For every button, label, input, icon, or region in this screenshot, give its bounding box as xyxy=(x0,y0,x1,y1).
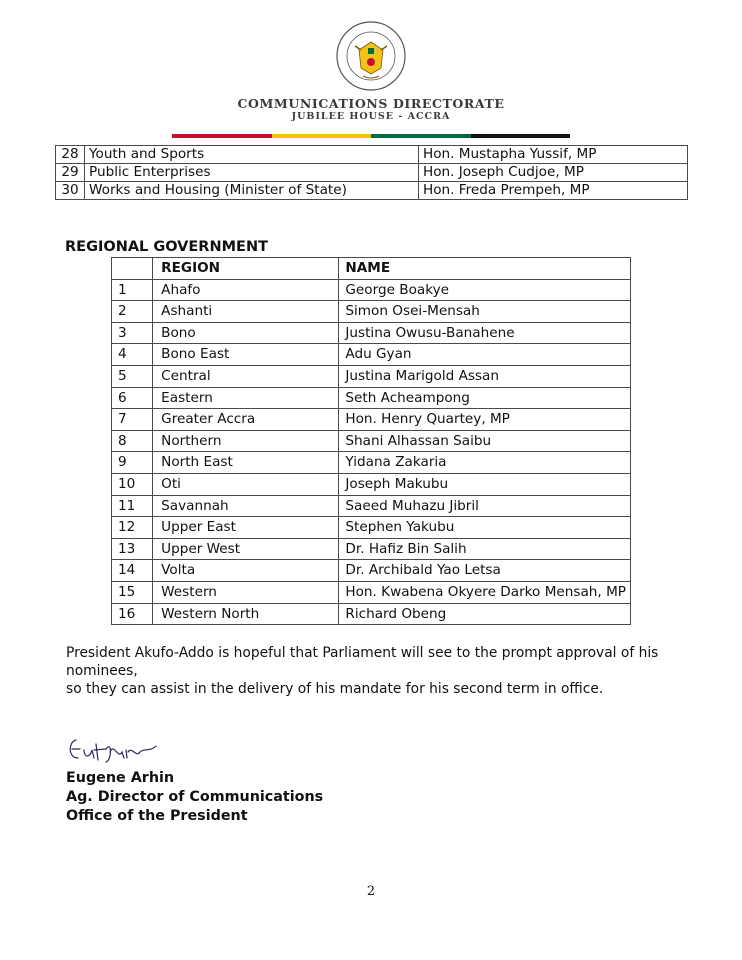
region-cell: Savannah xyxy=(153,495,339,517)
stripe-black xyxy=(471,134,571,138)
stripe-red xyxy=(172,134,272,138)
header-region: REGION xyxy=(153,258,339,280)
ministry-cell: Public Enterprises xyxy=(85,164,419,182)
row-number: 28 xyxy=(56,146,85,164)
row-number: 10 xyxy=(112,473,153,495)
name-cell: Shani Alhassan Saibu xyxy=(339,430,631,452)
table-row xyxy=(112,430,631,452)
name-cell: Seth Acheampong xyxy=(339,387,631,409)
table-row xyxy=(56,182,688,200)
ministry-cell: Youth and Sports xyxy=(85,146,419,164)
closing-line: President Akufo-Addo is hopeful that Parliament will see to the prompt approval of his nominees, xyxy=(66,645,659,679)
region-cell: Western xyxy=(153,581,339,603)
header-name: NAME xyxy=(339,258,631,280)
table-row xyxy=(112,387,631,409)
table-row xyxy=(112,344,631,366)
row-number: 8 xyxy=(112,430,153,452)
minister-name-cell: Hon. Joseph Cudjoe, MP xyxy=(419,164,688,182)
name-cell: Dr. Hafiz Bin Salih xyxy=(339,538,631,560)
name-cell: Simon Osei-Mensah xyxy=(339,301,631,323)
table-row xyxy=(112,409,631,431)
table-row xyxy=(112,473,631,495)
name-cell: Yidana Zakaria xyxy=(339,452,631,474)
stripe-gold xyxy=(272,134,372,138)
region-cell: Greater Accra xyxy=(153,409,339,431)
table-row xyxy=(112,452,631,474)
page-number: 2 xyxy=(366,884,376,899)
minister-name-cell: Hon. Mustapha Yussif, MP xyxy=(419,146,688,164)
section-title: REGIONAL GOVERNMENT xyxy=(65,239,268,255)
row-number: 9 xyxy=(112,452,153,474)
table-row xyxy=(112,365,631,387)
region-cell: Upper West xyxy=(153,538,339,560)
presidential-seal-icon xyxy=(335,20,407,92)
region-cell: Ahafo xyxy=(153,279,339,301)
region-cell: Ashanti xyxy=(153,301,339,323)
row-number: 3 xyxy=(112,322,153,344)
ministers-table xyxy=(55,145,688,200)
table-row xyxy=(112,301,631,323)
closing-paragraph xyxy=(66,644,686,698)
name-cell: Dr. Archibald Yao Letsa xyxy=(339,560,631,582)
signature-icon xyxy=(66,730,161,770)
name-cell: Hon. Henry Quartey, MP xyxy=(339,409,631,431)
region-cell: Upper East xyxy=(153,517,339,539)
table-row xyxy=(112,322,631,344)
name-cell: Hon. Kwabena Okyere Darko Mensah, MP xyxy=(339,581,631,603)
name-cell: Richard Obeng xyxy=(339,603,631,625)
row-number: 6 xyxy=(112,387,153,409)
name-cell: Justina Owusu-Banahene xyxy=(339,322,631,344)
signer-block xyxy=(66,769,323,826)
region-cell: Volta xyxy=(153,560,339,582)
directorate-title: COMMUNICATIONS DIRECTORATE xyxy=(237,96,505,111)
name-cell: Justina Marigold Assan xyxy=(339,365,631,387)
ministry-cell: Works and Housing (Minister of State) xyxy=(85,182,419,200)
row-number: 4 xyxy=(112,344,153,366)
directorate-address: JUBILEE HOUSE - ACCRA xyxy=(291,111,451,122)
region-cell: Bono East xyxy=(153,344,339,366)
table-row xyxy=(112,581,631,603)
signer-title: Ag. Director of Communications xyxy=(66,789,324,805)
row-number: 15 xyxy=(112,581,153,603)
region-cell: Western North xyxy=(153,603,339,625)
name-cell: Adu Gyan xyxy=(339,344,631,366)
stripe-green xyxy=(371,134,471,138)
table-row xyxy=(112,560,631,582)
name-cell: George Boakye xyxy=(339,279,631,301)
region-cell: North East xyxy=(153,452,339,474)
table-row xyxy=(112,603,631,625)
row-number: 2 xyxy=(112,301,153,323)
header-number xyxy=(112,258,153,280)
table-header-row xyxy=(112,258,631,280)
table-row xyxy=(56,146,688,164)
table-row xyxy=(112,538,631,560)
region-cell: Bono xyxy=(153,322,339,344)
row-number: 14 xyxy=(112,560,153,582)
row-number: 1 xyxy=(112,279,153,301)
row-number: 12 xyxy=(112,517,153,539)
row-number: 5 xyxy=(112,365,153,387)
row-number: 11 xyxy=(112,495,153,517)
table-row xyxy=(112,517,631,539)
region-cell: Eastern xyxy=(153,387,339,409)
row-number: 7 xyxy=(112,409,153,431)
regional-table xyxy=(111,257,631,625)
name-cell: Saeed Muhazu Jibril xyxy=(339,495,631,517)
row-number: 30 xyxy=(56,182,85,200)
signer-office: Office of the President xyxy=(66,808,248,824)
name-cell: Stephen Yakubu xyxy=(339,517,631,539)
regional-table-body xyxy=(112,279,631,625)
signer-name: Eugene Arhin xyxy=(66,770,175,786)
row-number: 16 xyxy=(112,603,153,625)
region-cell: Northern xyxy=(153,430,339,452)
table-row xyxy=(112,495,631,517)
table-row xyxy=(112,279,631,301)
region-cell: Central xyxy=(153,365,339,387)
closing-line: so they can assist in the delivery of his mandate for his second term in office. xyxy=(66,681,604,697)
row-number: 29 xyxy=(56,164,85,182)
table-row xyxy=(56,164,688,182)
region-cell: Oti xyxy=(153,473,339,495)
minister-name-cell: Hon. Freda Prempeh, MP xyxy=(419,182,688,200)
row-number: 13 xyxy=(112,538,153,560)
flag-stripe xyxy=(172,134,570,138)
name-cell: Joseph Makubu xyxy=(339,473,631,495)
